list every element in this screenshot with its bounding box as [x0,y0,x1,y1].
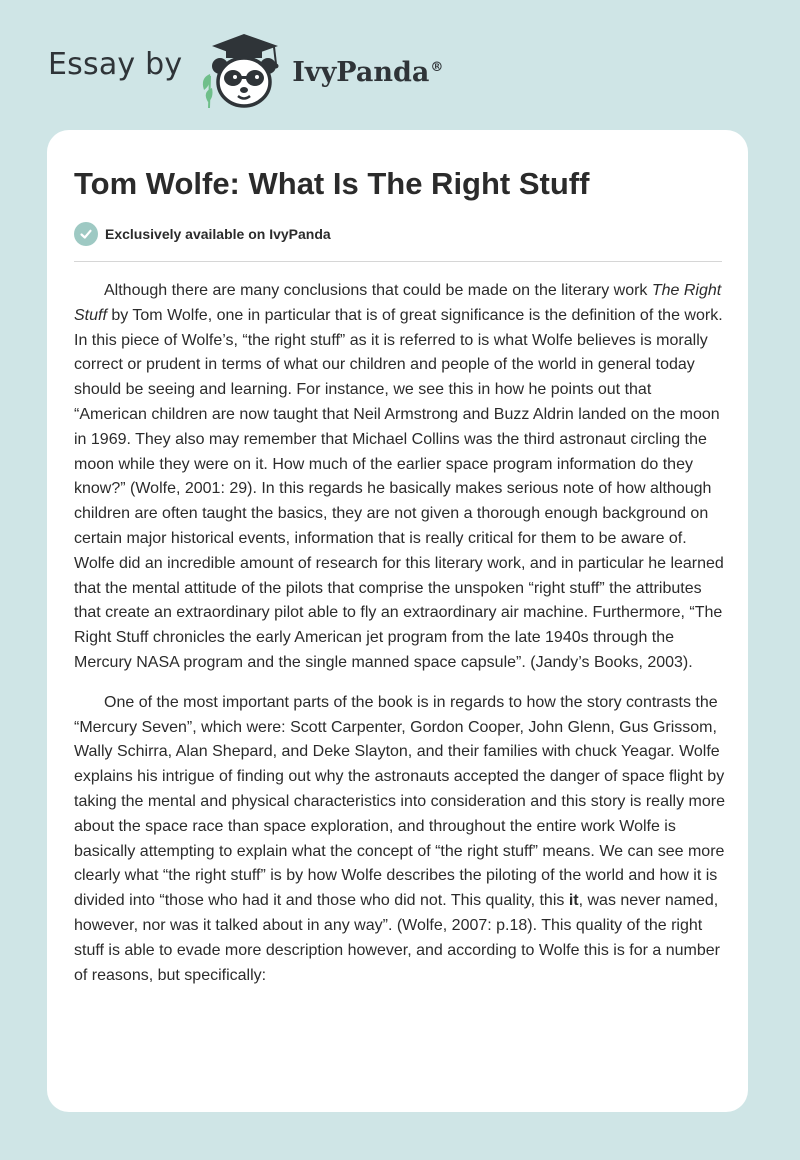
essay-paragraph [74,279,726,676]
divider [74,261,722,262]
exclusive-badge [74,222,331,246]
brand-header[interactable] [48,30,443,110]
paragraph-text-run: it [568,892,579,910]
brand-prefix: Essay by [48,46,183,82]
paragraph-text-run: One of the most important parts of the book is in regards to how the story contrasts the “Mercury Seven”, which were: Scott Carpenter, Gordon Cooper, John Glenn, Gus Grissom, Wally Schirra, Alan Shepard, and Deke Slayton, and their families with chuck Yeagar. Wolfe explains his intrigue of finding out why the astronauts accepted the danger of space flight by taking the mental and physical characteristics into consideration and this story is really more about the space race than space exploration, and throughout the entire work Wolfe is basically attempting to explain what the concept of “the right stuff” means. We can see more clearly what “the right stuff” is by how Wolfe describes the piloting of the world and how it is divided into “those who had it and those who did not. This quality, this [74,693,725,910]
paragraph-text-run: Although there are many conclusions that could be made on the literary work [104,282,652,299]
paragraph-text-run: , was never named, however, nor was it talked about in any way”. (Wolfe, 2007: p.18). This quality of the right stuff is able to evade more description however, and according to Wolfe this is for a number of reasons, but specifically: [74,892,720,984]
paragraph-text-run: by Tom Wolfe, one in particular that is of great significance is the definition of the work. In this piece of Wolfe’s, “the right stuff” as it is referred to is what Wolfe believes is morally correct or prudent in terms of what our children and people of the world in general today should be seeing and learning. For instance, we see this in how he points out that “American children are now taught that Neil Armstrong and Buzz Aldrin landed on the moon in 1969. They also may remember that Michael Collins was the third astronaut circling the moon while they were on it. How much of the earlier space program information do they know?” (Wolfe, 2001: 29). In this regards he basically makes serious note of how although children are often taught the basics, they are not given a thorough enough background on certain major historical events, information that is really critical for them to be aware of. Wolfe did an incredible amount of research for this literary work, and in particular he learned that the mental attitude of the pilots that comprise the unspoken “right stuff” the attributes that create an extraordinary pilot able to fly an extraordinary air machine. Furthermore, “The Right Stuff chronicles the early American jet program from the late 1940s through the Mercury NASA program and the single manned space capsule”. (Jandy’s Books, 2003). [74,306,724,671]
essay-paragraph [74,691,726,989]
brand-name: IvyPanda® [292,56,444,88]
check-circle-icon [74,222,98,246]
essay-body [74,279,726,1003]
paragraph-text-run: The Right Stuff [74,282,722,324]
exclusive-label: Exclusively available on IvyPanda [105,226,331,242]
panda-graduate-icon [198,30,290,110]
essay-card [47,130,748,1112]
essay-title: Tom Wolfe: What Is The Right Stuff [74,166,590,201]
